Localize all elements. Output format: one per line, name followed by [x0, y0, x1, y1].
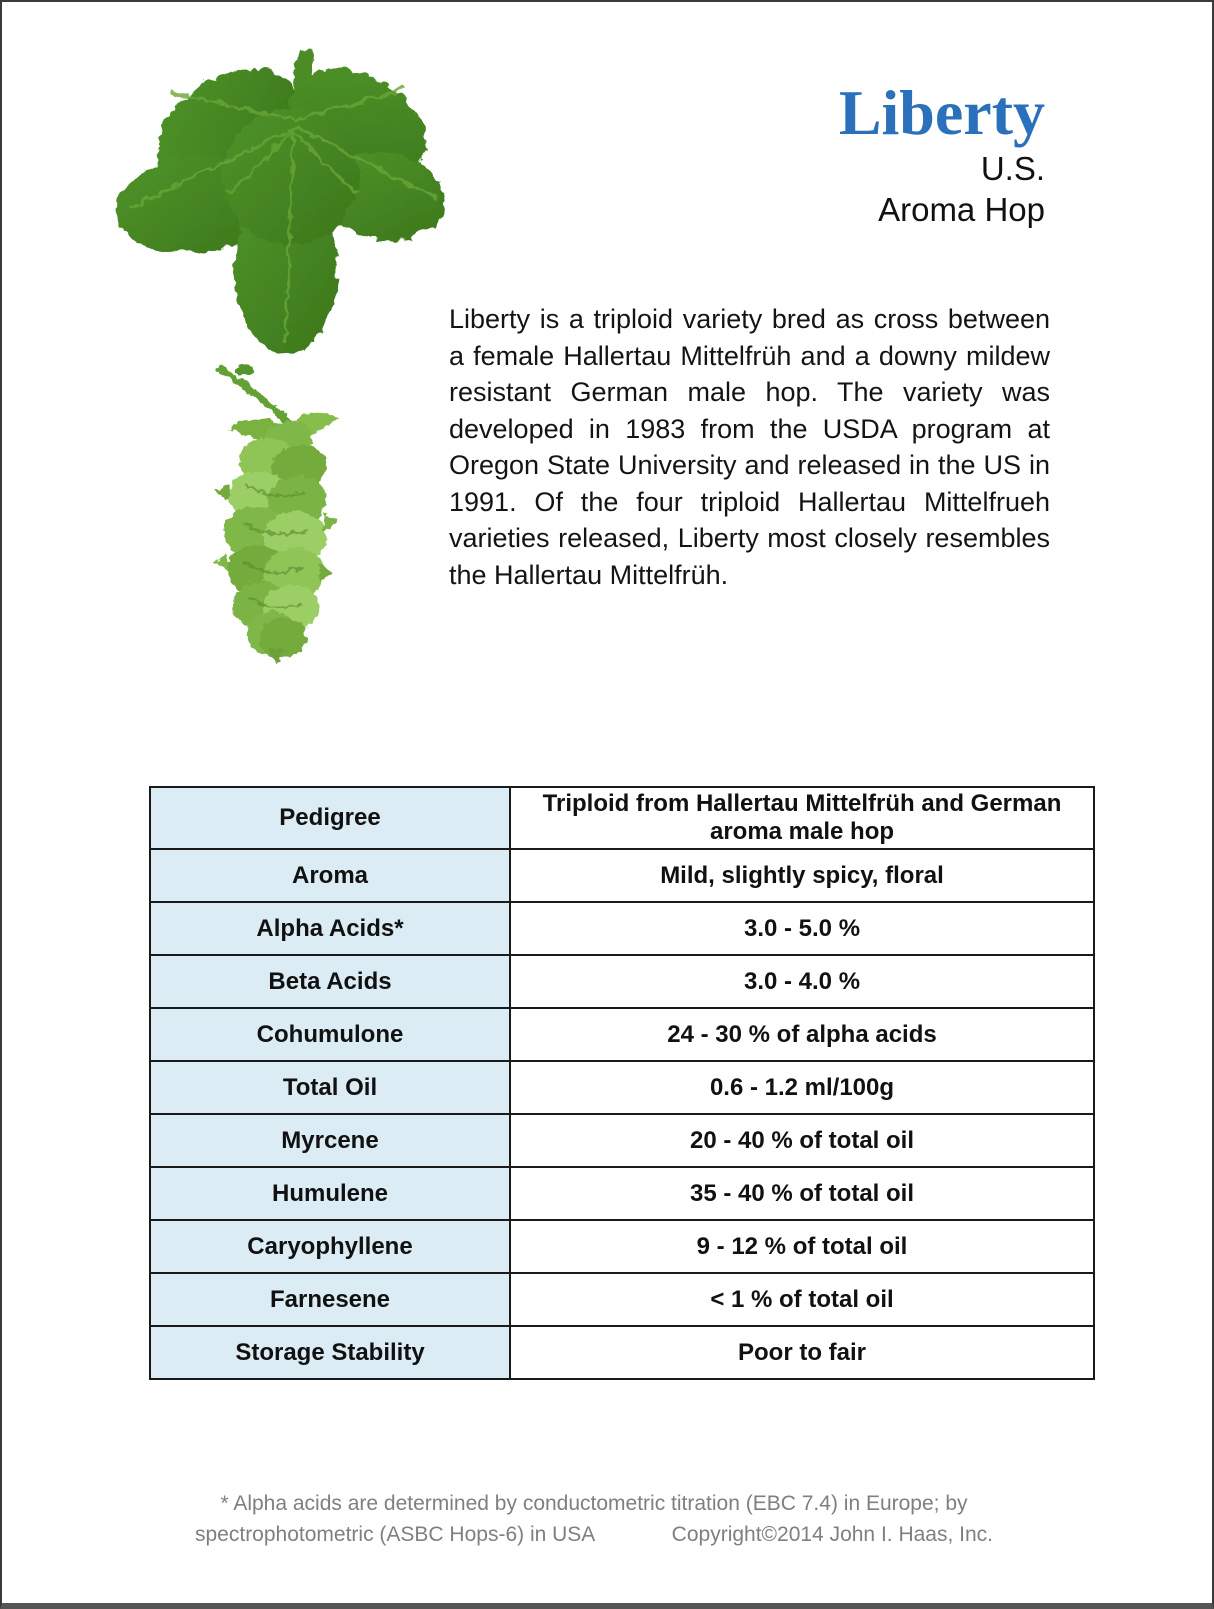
spec-value-cell: 3.0 - 4.0 %	[510, 955, 1094, 1008]
footnote-line1: * Alpha acids are determined by conductometric titration (EBC 7.4) in Europe; by	[220, 1492, 968, 1515]
spec-label-cell: Farnesene	[150, 1273, 510, 1326]
spec-value-cell: Triploid from Hallertau Mittelfrüh and German aroma male hop	[510, 787, 1094, 849]
spec-value-cell: 20 - 40 % of total oil	[510, 1114, 1094, 1167]
page-title: Liberty	[838, 77, 1045, 148]
spec-label-cell: Beta Acids	[150, 955, 510, 1008]
table-row	[150, 1008, 1094, 1061]
footnote	[149, 1488, 1039, 1550]
spec-value-cell: Poor to fair	[510, 1326, 1094, 1379]
footnote-line2: spectrophotometric (ASBC Hops-6) in USA	[195, 1523, 596, 1546]
spec-value-cell: 0.6 - 1.2 ml/100g	[510, 1061, 1094, 1114]
table-row	[150, 955, 1094, 1008]
table-row	[150, 1273, 1094, 1326]
spec-value-cell: 35 - 40 % of total oil	[510, 1167, 1094, 1220]
hop-cone-photo	[197, 362, 347, 664]
spec-value-cell: 3.0 - 5.0 %	[510, 902, 1094, 955]
origin-subtitle: U.S.	[980, 150, 1045, 187]
table-row	[150, 849, 1094, 902]
spec-label-cell: Myrcene	[150, 1114, 510, 1167]
header	[502, 78, 1045, 230]
table-row	[150, 787, 1094, 849]
variety-description: Liberty is a triploid variety bred as cross between a female Hallertau Mittelfrüh and a downy mildew resistant German male hop. The variety was developed in 1983 from the USDA program at Oregon State University and released in the US in 1991. Of the four triploid Hallertau Mittelfrueh varieties released, Liberty most closely resembles the Hallertau Mittelfrüh.	[449, 304, 1050, 590]
spec-label-cell: Humulene	[150, 1167, 510, 1220]
table-row	[150, 902, 1094, 955]
table-row	[150, 1220, 1094, 1273]
spec-table	[149, 786, 1095, 1380]
spec-value-cell: 9 - 12 % of total oil	[510, 1220, 1094, 1273]
spec-label-cell: Alpha Acids*	[150, 902, 510, 955]
table-row	[150, 1114, 1094, 1167]
spec-label-cell: Caryophyllene	[150, 1220, 510, 1273]
table-row	[150, 1167, 1094, 1220]
table-row	[150, 1061, 1094, 1114]
spec-label-cell: Aroma	[150, 849, 510, 902]
hop-leaf-photo	[105, 42, 445, 357]
spec-label-cell: Pedigree	[150, 787, 510, 849]
spec-value-cell: Mild, slightly spicy, floral	[510, 849, 1094, 902]
spec-label-cell: Total Oil	[150, 1061, 510, 1114]
spec-label-cell: Storage Stability	[150, 1326, 510, 1379]
table-row	[150, 1326, 1094, 1379]
spec-label-cell: Cohumulone	[150, 1008, 510, 1061]
spec-value-cell: 24 - 30 % of alpha acids	[510, 1008, 1094, 1061]
spec-value-cell: < 1 % of total oil	[510, 1273, 1094, 1326]
hop-type-subtitle: Aroma Hop	[878, 191, 1045, 228]
copyright-text: Copyright©2014 John I. Haas, Inc.	[671, 1523, 993, 1546]
